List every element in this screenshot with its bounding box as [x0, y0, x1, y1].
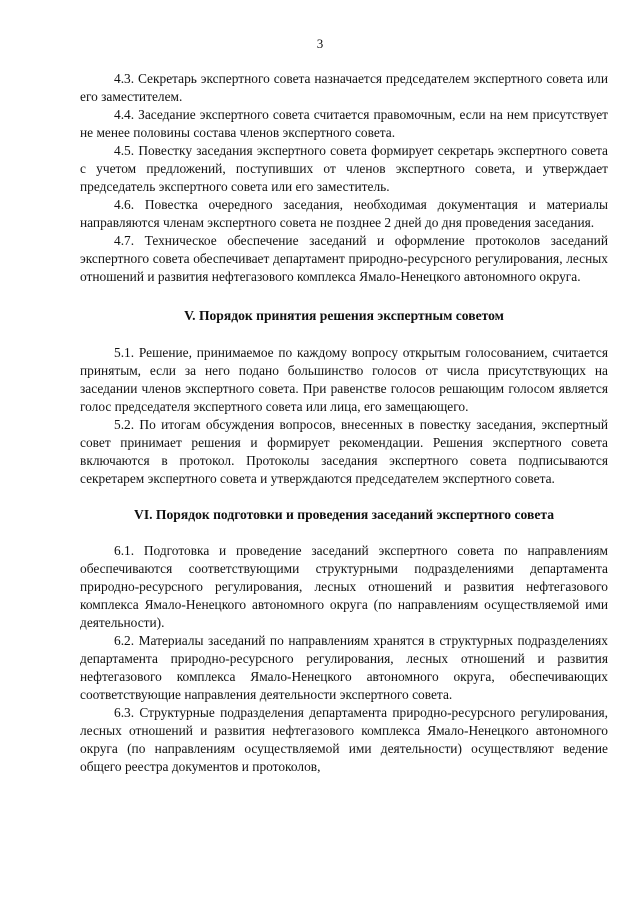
page-number: 3 — [316, 36, 324, 51]
document-body — [80, 70, 608, 776]
paragraph-4-5: 4.5. Повестку заседания экспертного совета формирует секретарь экспертного совета с учетом предложений, поступивших от членов экспертного совета, и утверждает председатель экспертного совета или его заместитель. — [80, 143, 608, 194]
paragraph-5-1: 5.1. Решение, принимаемое по каждому вопросу открытым голосованием, считается принятым, если за него подано большинство голосов от числа присутствующих на заседании членов экспертного совета. При равенстве голосов решающим голосом является голос председателя экспертного совета или лица, его замещающего. — [80, 345, 608, 414]
paragraph-6-1: 6.1. Подготовка и проведение заседаний экспертного совета по направлениям обеспечиваются соответствующими структурными подразделениями департамента природно-ресурсного регулирования, лесных отношений и развития нефтегазового комплекса Ямало-Ненецкого автономного округа (по направлениям осуществляемой ими деятельности). — [80, 543, 608, 630]
paragraph-4-6: 4.6. Повестка очередного заседания, необходимая документация и материалы направляются членам экспертного совета не позднее 2 дней до дня проведения заседания. — [80, 197, 608, 230]
paragraph-6-2: 6.2. Материалы заседаний по направлениям хранятся в структурных подразделениях департамента природно-ресурсного регулирования, лесных отношений и развития нефтегазового комплекса Ямало-Ненецкого автономного округа, обеспечивающих соответствующие направления деятельности экспертного совета. — [80, 633, 608, 702]
section-6-heading: VI. Порядок подготовки и проведения заседаний экспертного совета — [134, 507, 554, 522]
paragraph-6-3: 6.3. Структурные подразделения департамента природно-ресурсного регулирования, лесных отношений и развития нефтегазового комплекса Ямало-Ненецкого автономного округа (по направлениям осуществляемой ими деятельности) осуществляют ведение общего реестра документов и протоколов, — [80, 705, 608, 774]
paragraph-4-3: 4.3. Секретарь экспертного совета назначается председателем экспертного совета или его заместителем. — [80, 71, 608, 104]
paragraph-4-4: 4.4. Заседание экспертного совета считается правомочным, если на нем присутствует не менее половины состава членов экспертного совета. — [80, 107, 608, 140]
paragraph-4-7: 4.7. Техническое обеспечение заседаний и оформление протоколов заседаний экспертного совета обеспечивает департамент природно-ресурсного регулирования, лесных отношений и развития нефтегазового комплекса Ямало-Ненецкого автономного округа. — [80, 233, 608, 284]
section-5-heading: V. Порядок принятия решения экспертным советом — [184, 308, 504, 323]
paragraph-5-2: 5.2. По итогам обсуждения вопросов, внесенных в повестку заседания, экспертный совет принимает решения и формирует рекомендации. Решения экспертного совета включаются в протокол. Протоколы заседания экспертного совета подписываются секретарем экспертного совета и утверждаются председателем экспертного совета. — [80, 417, 608, 486]
